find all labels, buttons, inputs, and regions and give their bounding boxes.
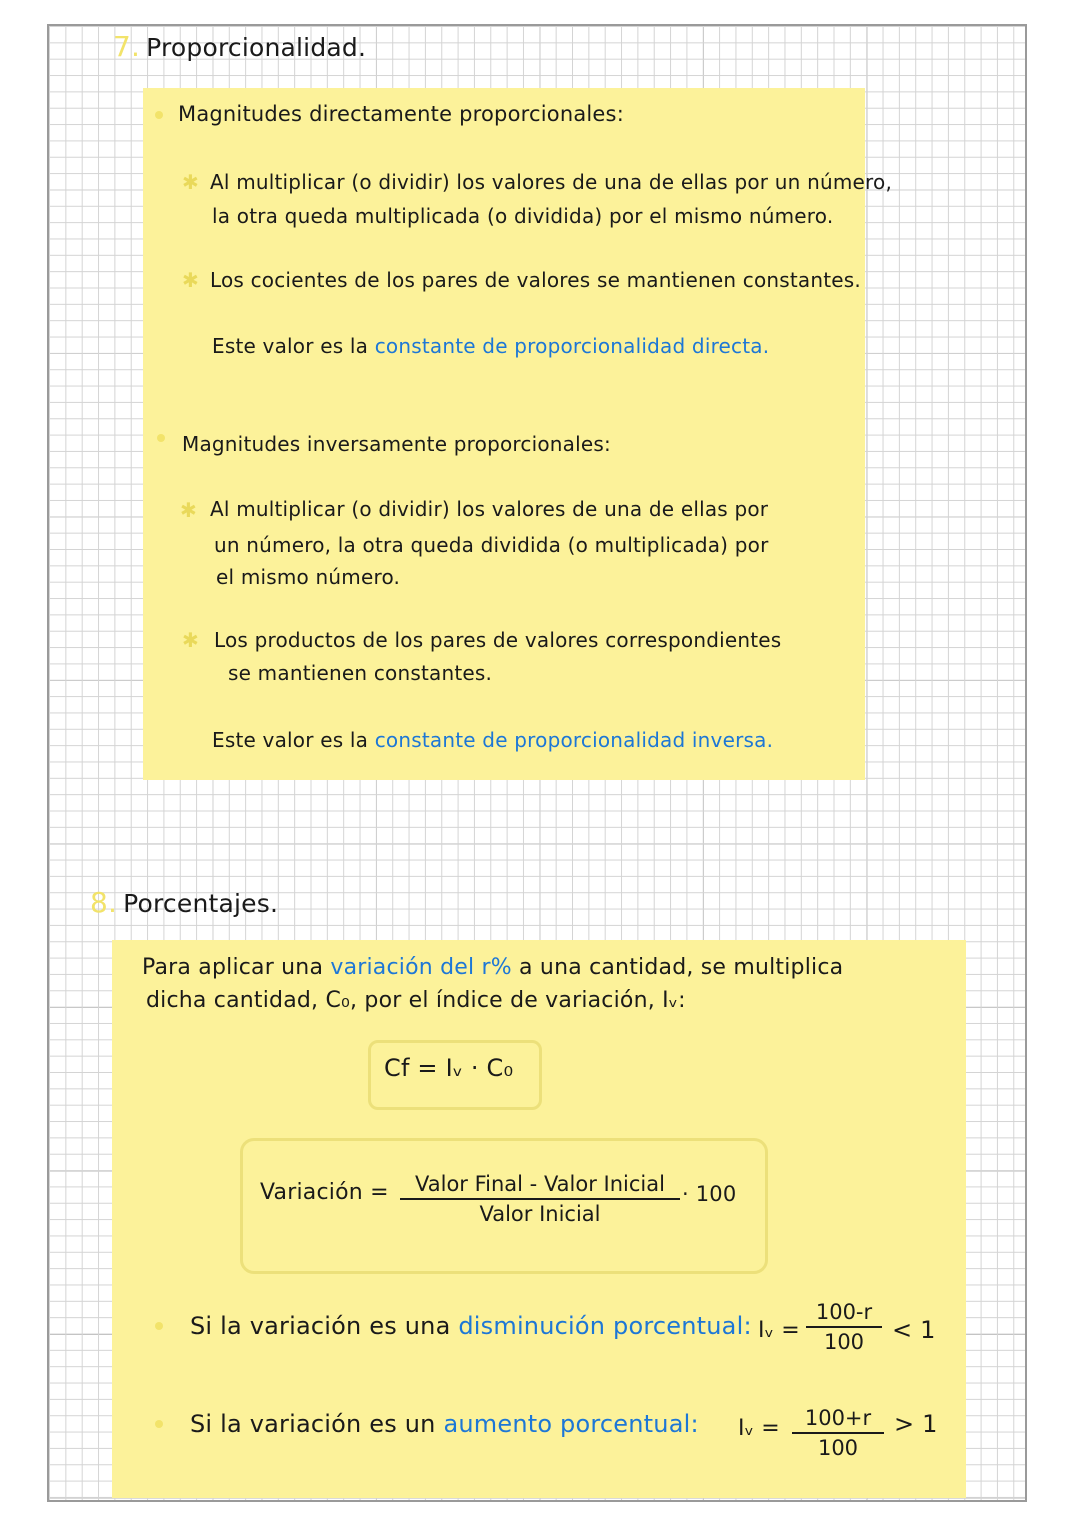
intro-part2: a una cantidad, se multiplica <box>519 955 844 980</box>
increase-compare: > 1 <box>894 1410 938 1438</box>
section8-title <box>90 886 278 919</box>
inverse-constant-prefix: Este valor es la <box>212 728 369 752</box>
intro-highlight: variación del r% <box>330 955 512 980</box>
formula1: Cf = Iᵥ · C₀ <box>384 1054 514 1082</box>
section7-title-text: Proporcionalidad. <box>146 33 367 62</box>
decrease-text <box>190 1312 752 1340</box>
decrease-compare: < 1 <box>892 1316 936 1344</box>
increase-fraction <box>792 1406 884 1460</box>
bullet-dot-icon <box>155 111 163 119</box>
inverse-point1-line3: el mismo número. <box>216 565 401 589</box>
decrease-fraction <box>806 1300 882 1354</box>
variation-fraction <box>400 1172 680 1226</box>
direct-point1-line2: la otra queda multiplicada (o dividida) por el mismo número. <box>212 204 834 228</box>
fraction-bar <box>400 1198 680 1200</box>
variation-numerator: Valor Final - Valor Inicial <box>415 1172 665 1196</box>
inverse-point1-line1: Al multiplicar (o dividir) los valores de una de ellas por <box>210 497 769 521</box>
increase-prefix: Si la variación es un <box>190 1410 436 1438</box>
inverse-point2-line2: se mantienen constantes. <box>228 661 493 685</box>
section8-title-text: Porcentajes. <box>123 889 279 918</box>
section8-number: 8. <box>90 886 118 919</box>
decrease-denominator: 100 <box>823 1330 865 1354</box>
intro-part1: Para aplicar una <box>142 955 324 980</box>
inverse-heading: Magnitudes inversamente proporcionales: <box>182 432 611 456</box>
variation-label: Variación = <box>260 1180 389 1205</box>
asterisk-icon: ✱ <box>180 498 197 522</box>
direct-point1-line1: Al multiplicar (o dividir) los valores de una de ellas por un número, <box>210 170 893 194</box>
section7-title <box>113 30 366 63</box>
asterisk-icon: ✱ <box>182 628 199 652</box>
direct-point2: Los cocientes de los pares de valores se mantienen constantes. <box>210 268 861 292</box>
bullet-dot-icon <box>155 1322 163 1330</box>
asterisk-icon: ✱ <box>182 170 199 194</box>
direct-constant <box>212 334 769 358</box>
decrease-iv: Iᵥ = <box>758 1318 800 1343</box>
inverse-point2-line1: Los productos de los pares de valores correspondientes <box>214 628 782 652</box>
decrease-prefix: Si la variación es una <box>190 1312 451 1340</box>
decrease-numerator: 100-r <box>815 1300 873 1324</box>
fraction-bar <box>792 1432 884 1434</box>
bullet-dot-icon <box>157 434 165 442</box>
increase-highlight: aumento porcentual: <box>443 1410 699 1438</box>
bullet-dot-icon <box>155 1420 163 1428</box>
variation-denominator: Valor Inicial <box>479 1202 601 1226</box>
direct-constant-highlight: constante de proporcionalidad directa. <box>374 334 770 358</box>
increase-text <box>190 1410 699 1438</box>
direct-constant-prefix: Este valor es la <box>212 334 369 358</box>
variation-times: · 100 <box>682 1182 737 1206</box>
section7-number: 7. <box>113 30 141 63</box>
decrease-highlight: disminución porcentual: <box>458 1312 752 1340</box>
direct-heading: Magnitudes directamente proporcionales: <box>178 102 624 126</box>
inverse-constant <box>212 728 773 752</box>
intro-line1 <box>142 955 843 980</box>
inverse-point1-line2: un número, la otra queda dividida (o multiplicada) por <box>214 533 769 557</box>
increase-numerator: 100+r <box>804 1406 872 1430</box>
asterisk-icon: ✱ <box>182 268 199 292</box>
increase-iv: Iᵥ = <box>738 1416 780 1441</box>
intro-line2: dicha cantidad, C₀, por el índice de variación, Iᵥ: <box>146 988 686 1013</box>
inverse-constant-highlight: constante de proporcionalidad inversa. <box>374 728 774 752</box>
fraction-bar <box>806 1326 882 1328</box>
increase-denominator: 100 <box>817 1436 859 1460</box>
